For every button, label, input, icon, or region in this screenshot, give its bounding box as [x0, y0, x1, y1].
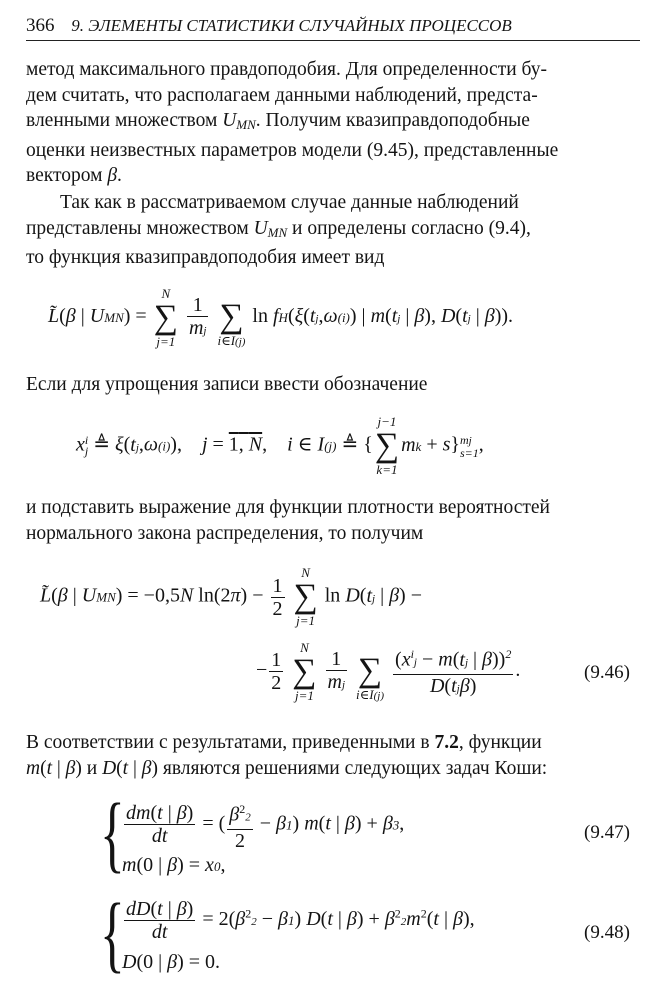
text-line: Если для упрощения записи ввести обозначение: [26, 374, 428, 395]
equation-9-48-line-1: $\frac{dD(t | \beta)}{dt}$ = $2(\beta^22 - \beta 1)$ D(t | $\beta) + \beta^22m^2(t$ | β),: [126, 898, 475, 943]
text-line: Так как в рассматриваемом случае данные наблюдений: [60, 192, 519, 213]
text-run: и определены согласно (9.4),: [287, 217, 531, 239]
paragraph-4: [26, 495, 640, 546]
equation-notation: x i j ≜ ξ(tj,ω(i)), j = 1, N, i ∈ I(j) ≜ { j−1 ∑ k=1 mk + s} mj s=1 ,: [76, 414, 484, 477]
text-line: вектором β.: [26, 165, 122, 186]
text-line: нормального закона распределения, то получим: [26, 522, 424, 544]
text-run: В соответствии с результатами, приведенными в: [26, 732, 435, 753]
text-run: вленными множеством: [26, 110, 223, 131]
text-line: вленными множеством UMN. Получим квазиправдоподобные: [26, 110, 530, 132]
text-run: . Получим квазиправдоподобные: [255, 110, 530, 131]
equation-9-47-line-2: m(0 | β) = x0,: [122, 854, 226, 876]
left-brace: {: [100, 885, 125, 981]
text-line: дем считать, что располагаем данными наблюдений, предста-: [26, 84, 538, 106]
text-run: представлены множеством: [26, 217, 254, 239]
equation-number-9-46: (9.46): [584, 662, 630, 683]
equation-9-46-line-1: L̃(β | UMN) = −0,5N ln(2π) − $\frac{1}{2}$ N ∑ j=1 ln D(tj | β) −: [40, 565, 422, 628]
text-run: являются решениями следующих задач Коши:: [157, 757, 548, 779]
text-line: m(t | β) и D(t | β) являются решениями следующих задач Коши:: [26, 757, 548, 779]
paragraph-5: [26, 730, 640, 781]
equation-9-47-line-1: $\frac{dm(t | \beta)}{dt}$ = ( $\frac{\beta^22}{2}$ − β1) m(t | β) + β3,: [122, 798, 404, 852]
text-line: представлены множеством UMN и определены согласно (9.4),: [26, 217, 531, 240]
text-run: , функции: [458, 732, 542, 753]
paragraph-3: [26, 372, 640, 398]
left-brace: {: [100, 785, 125, 881]
paragraph-2: [26, 190, 640, 271]
text-line: [26, 730, 640, 756]
text-run: .: [117, 165, 122, 186]
page-number: 366: [26, 15, 55, 36]
equation-9-46-line-2: − $\frac{1}{2}$ N ∑ j=1 $\frac{1}{mj}$ ∑ i∈I(j) $\frac{(x^ij - m(tj | \beta))^2}{\text{D(tjβ)}}$ .: [256, 639, 521, 703]
equation-number-9-47: (9.47): [584, 822, 630, 843]
text-line: метод максимального правдоподобия. Для определенности бу-: [26, 59, 547, 80]
equation-quasi-likelihood: L̃(β | UMN) = N ∑ j=1 $\frac{1}{mj}$ ∑ i∈I(j) ln fH(ξ(tj,ω(i)) | m(tj | β), D(tj | β)).: [48, 285, 514, 349]
text-run: вектором: [26, 165, 108, 186]
paragraph-1: [26, 57, 640, 189]
text-line: то функция квазиправдоподобия имеет вид: [26, 247, 385, 268]
running-header: [26, 14, 640, 41]
text-line: и подставить выражение для функции плотности вероятностей: [26, 497, 550, 518]
text-line: оценки неизвестных параметров модели (9.45), представленные: [26, 139, 559, 161]
section-ref: 7.2: [434, 732, 459, 753]
equation-9-48-line-2: D(0 | β) = 0.: [122, 951, 221, 973]
equation-number-9-48: (9.48): [584, 922, 630, 943]
chapter-title: 9. ЭЛЕМЕНТЫ СТАТИСТИКИ СЛУЧАЙНЫХ ПРОЦЕССОВ: [71, 16, 512, 35]
